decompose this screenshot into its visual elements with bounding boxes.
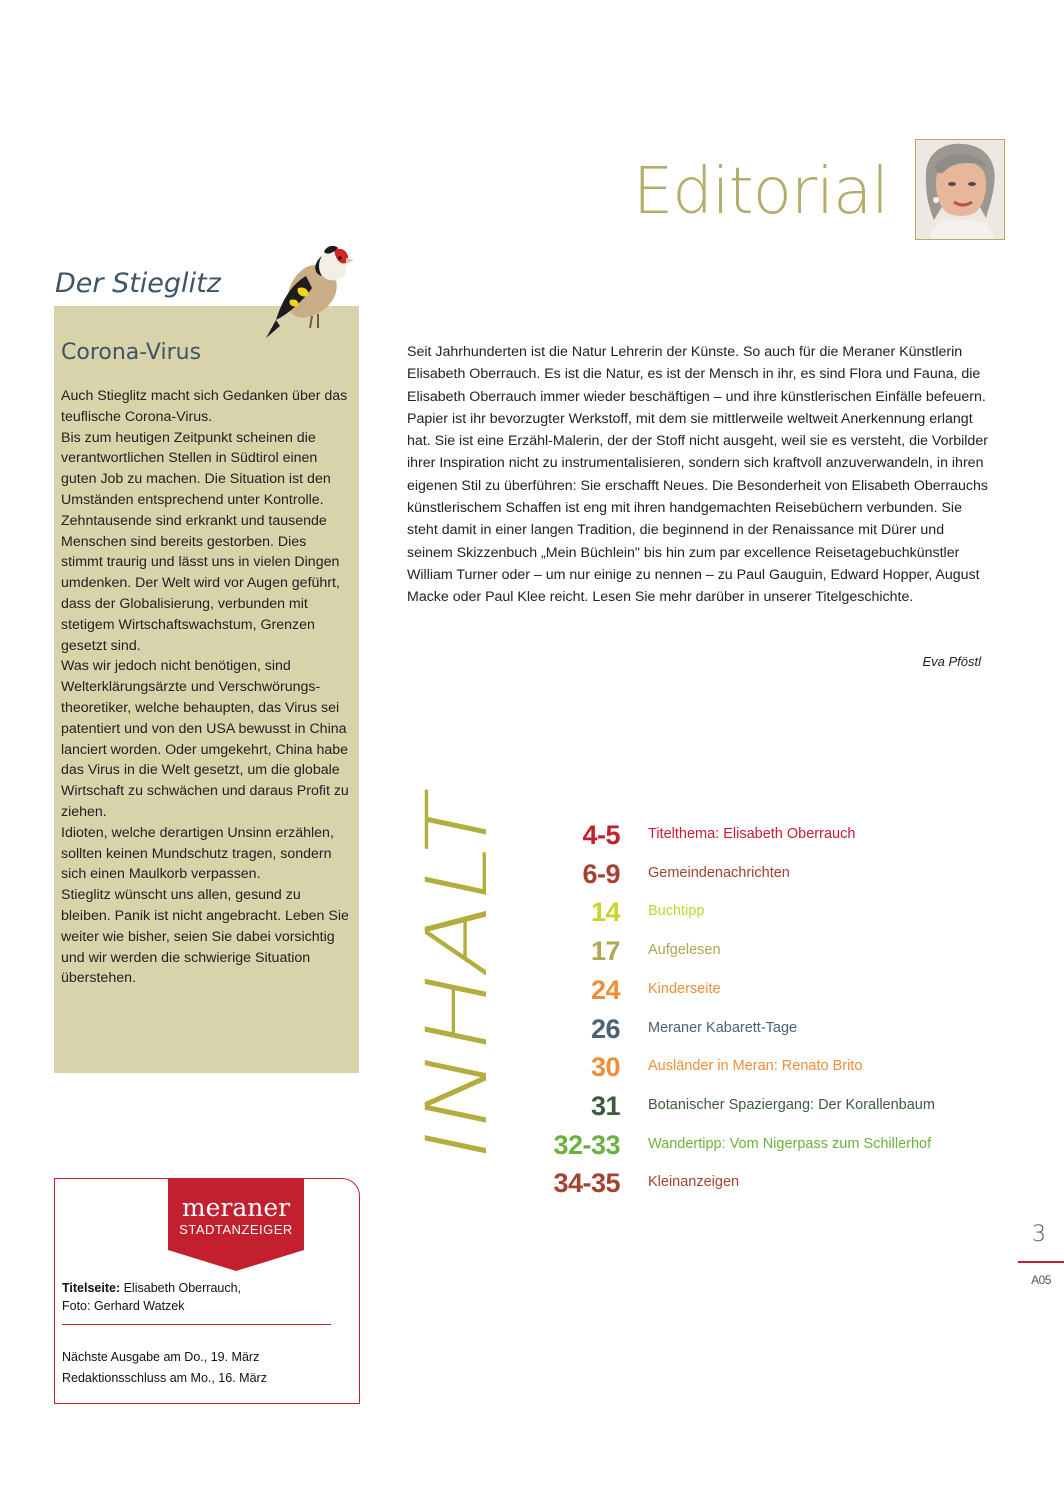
logo-subtitle: STADTANZEIGER [179,1222,293,1237]
toc-label: Wandertipp: Vom Nigerpass zum Schillerhof [648,1135,932,1152]
toc-label: Ausländer in Meran: Renato Brito [648,1058,863,1075]
toc-label: Buchtipp [648,903,705,920]
stieglitz-paragraph: Auch Stieglitz macht sich Gedanken über das teuflische Corona-Virus. [61,388,348,425]
stieglitz-paragraph: Bis zum heutigen Zeitpunkt scheinen die verantwortlichen Stellen in Südtirol einen guten Job zu machen. Die Situation ist den Umständen entsprechend unter Kontrolle. Zehntausende sind erkrankt und tausende Menschen sind bereits gestorben. Dies stimmt traurig und lässt uns in vielen Dingen umdenken. Der Welt wird vor Augen geführt, dass der Globalisierung, verbunden mit stetigem Wirtschaftswachstum, Grenzen gesetzt sind. [61,429,340,654]
stieglitz-paragraph: Was wir jedoch nicht benötigen, sind Welterklärungsärzte und Verschwörungs-theoretiker, welche behaupten, das Virus sei patentiert und von den USA bewusst in China lanciert worden. Oder umgekehrt, China habe das Virus in die Welt gesetzt, um die globale Wirtschaft zu schwächen und daraus Profit zu ziehen. [61,658,349,820]
portrait-image [916,140,1004,239]
editorial-body: Seit Jahrhunderten ist die Natur Lehrerin der Künste. So auch für die Meraner Künstlerin Elisabeth Oberrauch. Es ist die Natur, es ist der Mensch in ihr, es sind Flora und Fauna, die Elisabeth Oberrauch immer wieder beschäftigen – und ihre künstlerischen Einfälle befeuern. Papier ist ihr bevorzugter Werkstoff, mit dem sie mittlerweile weltweit Anerkennung erlangt hat. Sie ist eine Erzähl-Malerin, der der Stoff nicht ausgeht, weil sie es versteht, die Vorbilder ihrer Inspiration nicht zu instrumentalisieren, sondern sich kraftvoll anzuverwandeln, in ihren eigenen Stil zu überführen: Sie erschafft Neues. Die Besonderheit von Elisabeth Oberrauchs künstlerischem Schaffen ist eng mit ihren handgemachten Reisebüchern verbunden. Sie steht damit in einer langen Tradition, die beginnend in der Renaissance mit Dürer und seinem Skizzenbuch „Mein Büchlein" bis hin zum par excellence Reisetagebuchkünstler William Turner oder – um nur einige zu nennen – zu Paul Gauguin, Edward Hopper, August Macke oder Paul Klee reicht. Lesen Sie mehr darüber in unserer Titelgeschichte. [407,344,988,606]
toc-page-number: 6-9 [582,858,620,889]
cover-credit-label: Titelseite: [62,1281,121,1295]
toc-item[interactable] [520,1091,1020,1121]
toc-item[interactable] [520,1168,1020,1198]
imprint-divider [62,1324,331,1325]
editorial-title: Editorial [632,155,888,229]
toc-label: Botanischer Spaziergang: Der Korallenbaum [648,1096,935,1113]
toc-item[interactable] [520,975,1020,1005]
cover-credit-text: Elisabeth Oberrauch, [120,1281,242,1295]
photo-credit: Foto: Gerhard Watzek [62,1299,185,1313]
toc-label: Gemeindenachrichten [648,864,790,881]
toc-page-number: 30 [590,1052,620,1083]
toc-item[interactable] [520,1052,1020,1082]
page-code: A05 [1031,1273,1051,1287]
toc-item[interactable] [520,936,1020,966]
stieglitz-paragraph: Idioten, welche derartigen Unsinn erzählen, sollten keinen Mundschutz tragen, sondern sich einen Maulkorb verpassen. [61,824,334,883]
toc-label: Aufgelesen [648,942,721,959]
inhalt-word: INHALT [408,854,507,1171]
toc-page-number: 31 [590,1090,620,1121]
toc-page-number: 14 [590,897,620,928]
goldfinch-icon [262,236,354,338]
page-number: 3 [1032,1222,1046,1247]
toc-label: Titelthema: Elisabeth Oberrauch [648,826,856,842]
toc-item[interactable] [520,1130,1020,1160]
toc-item[interactable] [520,820,1020,850]
toc-label: Kinderseite [648,980,721,997]
editorial-deadline: Redaktionsschluss am Mo., 16. März [62,1371,267,1385]
toc-page-number: 17 [590,936,620,967]
inhalt-heading [408,800,507,1171]
toc-page-number: 34-35 [553,1168,620,1199]
stieglitz-box [54,306,359,1073]
toc-item[interactable] [520,859,1020,889]
stieglitz-title: Der Stieglitz [55,268,221,299]
author-portrait [915,139,1005,240]
toc-label: Meraner Kabarett-Tage [648,1019,798,1036]
logo-wordmark: meraner [181,1193,291,1222]
issue-dates [62,1347,267,1389]
toc-page-number: 32-33 [553,1129,620,1160]
toc-page-number: 4-5 [582,820,620,850]
toc-page-number: 26 [590,1013,620,1044]
imprint-box [54,1178,360,1404]
page-number-rule [1018,1261,1064,1263]
stieglitz-heading: Corona-Virus [61,340,202,365]
editorial-author: Eva Pföstl [922,654,981,669]
toc-item[interactable] [520,1014,1020,1044]
toc-page-number: 24 [590,974,620,1005]
next-issue: Nächste Ausgabe am Do., 19. März [62,1350,260,1364]
toc-label: Kleinanzeigen [648,1174,740,1191]
toc-item[interactable] [520,897,1020,927]
cover-credit [62,1279,241,1315]
stieglitz-text [61,386,351,989]
stieglitz-paragraph: Stieglitz wünscht uns allen, gesund zu bleiben. Panik ist nicht angebracht. Leben Sie weiter wie bisher, seien Sie dabei vorsichtig und wir werden die schwierige Situation überstehen. [61,887,349,987]
